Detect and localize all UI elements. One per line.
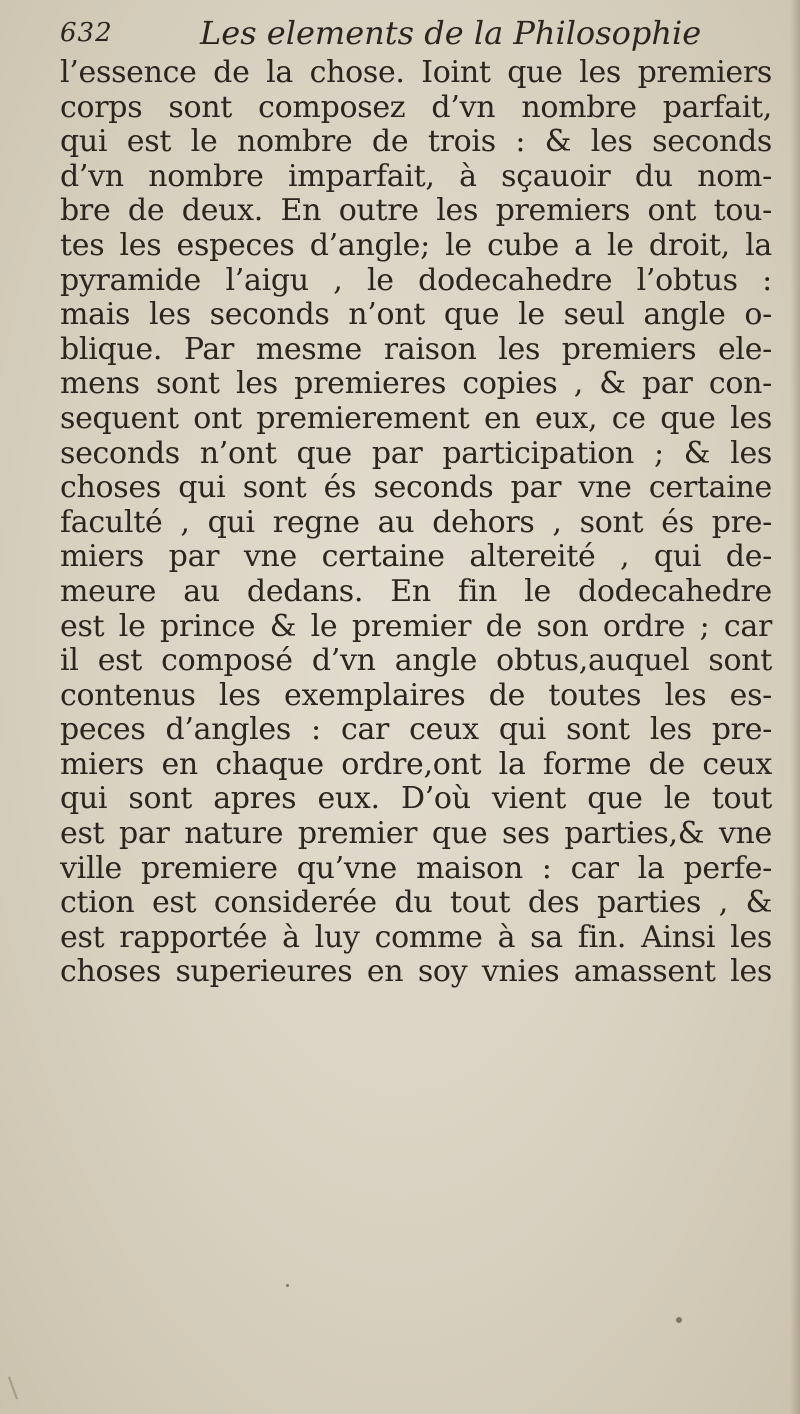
text-line: est rapportée à luy comme à sa fin. Ainsi les	[60, 919, 772, 955]
text-line: miers par vne certaine altereité , qui de-	[60, 539, 772, 575]
text-line: choses qui sont és seconds par vne certaine	[60, 470, 772, 506]
page-number: 632	[60, 18, 113, 48]
text-line: tes les especes d’angle; le cube a le droit, la	[60, 227, 772, 263]
text-line: corps sont composez d’vn nombre parfait,	[60, 89, 772, 125]
text-line: est le prince & le premier de son ordre ; car	[60, 608, 772, 644]
text-line: est par nature premier que ses parties,& vne	[60, 816, 772, 852]
text-line: contenus les exemplaires de toutes les es-	[60, 677, 772, 713]
text-line: seconds n’ont que par participation ; & les	[60, 435, 772, 471]
text-line: peces d’angles : car ceux qui sont les pre-	[60, 712, 772, 748]
text-line: mais les seconds n’ont que le seul angle o-	[60, 297, 772, 333]
ink-spot	[286, 1284, 289, 1287]
text-line: l’essence de la chose. Ioint que les premiers	[60, 55, 772, 90]
text-line: mens sont les premieres copies , & par con-	[60, 366, 772, 402]
text-line: miers en chaque ordre,ont la forme de ceux	[60, 746, 772, 782]
ink-spot	[676, 1317, 682, 1323]
text-line: blique. Par mesme raison les premiers ele-	[60, 331, 772, 367]
text-line: qui sont apres eux. D’où vient que le tout	[60, 781, 772, 817]
paper-mark	[8, 1376, 18, 1399]
running-title: Les elements de la Philosophie	[200, 14, 702, 52]
body-text	[60, 56, 772, 990]
text-line: meure au dedans. En fin le dodecahedre	[60, 573, 772, 609]
text-line: ction est considerée du tout des parties , &	[60, 885, 772, 921]
text-line: choses superieures en soy vnies amassent les	[60, 954, 772, 990]
text-line: sequent ont premierement en eux, ce que les	[60, 400, 772, 436]
text-line: qui est le nombre de trois : & les seconds	[60, 124, 772, 160]
text-line: pyramide l’aigu , le dodecahedre l’obtus :	[60, 262, 772, 298]
text-line: il est composé d’vn angle obtus,auquel sont	[60, 643, 772, 679]
text-line: ville premiere qu’vne maison : car la perfe-	[60, 850, 772, 886]
text-line: faculté , qui regne au dehors , sont és pre-	[60, 504, 772, 540]
text-line: bre de deux. En outre les premiers ont tou-	[60, 193, 772, 229]
running-head	[60, 14, 760, 54]
text-line: d’vn nombre imparfait, à sçauoir du nom-	[60, 158, 772, 194]
page-edge-shadow	[790, 0, 800, 1414]
